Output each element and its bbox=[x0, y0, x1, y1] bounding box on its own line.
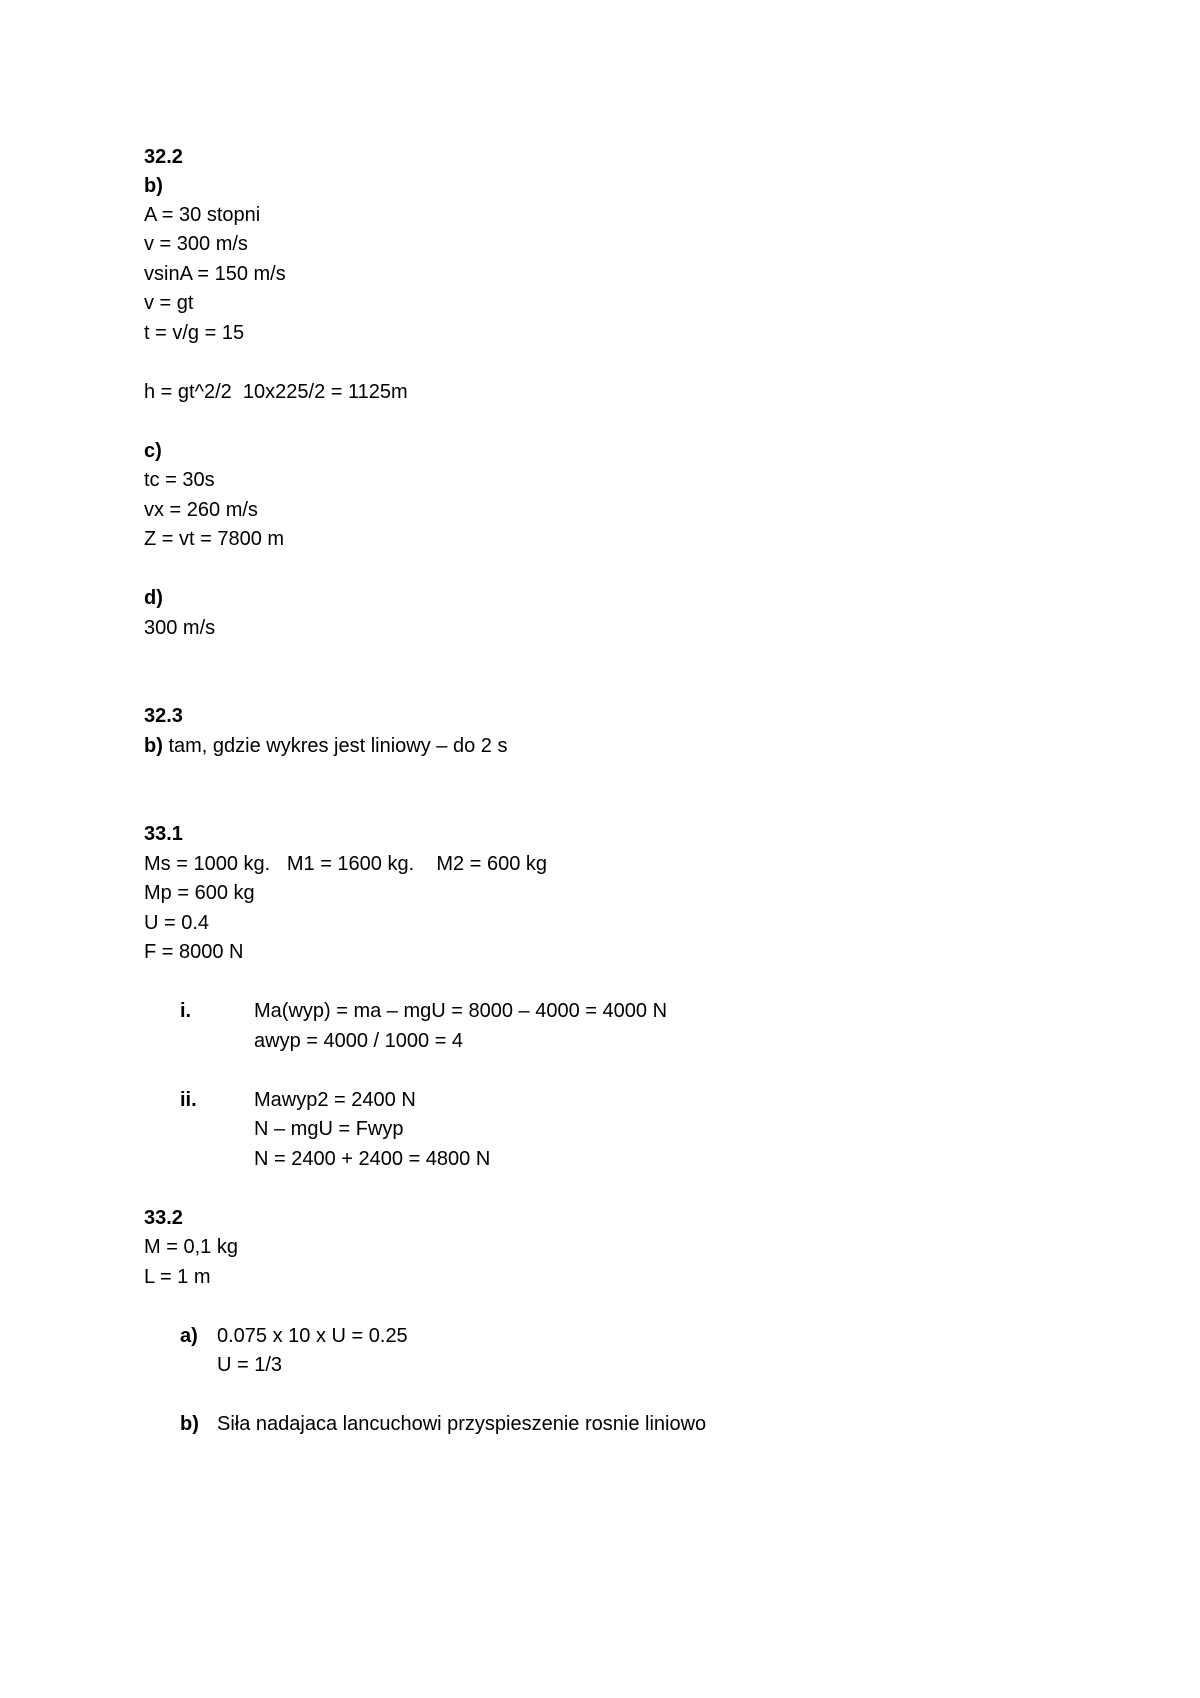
text-line: Siła nadajaca lancuchowi przyspieszenie rosnie liniowo bbox=[217, 1413, 707, 1435]
text-line: Ms = 1000 kg. M1 = 1600 kg. M2 = 600 kg bbox=[144, 853, 548, 875]
text-line: Z = vt = 7800 m bbox=[144, 528, 285, 550]
part-b-label: b) bbox=[144, 175, 163, 197]
text-line: vsinA = 150 m/s bbox=[144, 263, 286, 285]
section-heading-33-2: 33.2 bbox=[144, 1207, 183, 1229]
item-ii-label: ii. bbox=[180, 1089, 197, 1111]
text-line: v = 300 m/s bbox=[144, 233, 248, 255]
section-heading-32-3: 32.3 bbox=[144, 705, 183, 727]
text-line: N – mgU = Fwyp bbox=[254, 1118, 404, 1140]
part-b-label: b) bbox=[180, 1413, 199, 1435]
part-b-text: tam, gdzie wykres jest liniowy – do 2 s bbox=[162, 735, 508, 757]
text-line: M = 0,1 kg bbox=[144, 1236, 238, 1258]
item-i-label: i. bbox=[180, 1000, 192, 1022]
text-line: awyp = 4000 / 1000 = 4 bbox=[254, 1030, 464, 1052]
text-line: Mp = 600 kg bbox=[144, 882, 255, 904]
text-line: A = 30 stopni bbox=[144, 204, 261, 226]
part-b-line bbox=[144, 734, 507, 758]
part-d-label: d) bbox=[144, 587, 163, 609]
text-line: L = 1 m bbox=[144, 1266, 211, 1288]
part-a-label: a) bbox=[180, 1325, 198, 1347]
section-heading-32-2: 32.2 bbox=[144, 146, 183, 168]
text-line: 300 m/s bbox=[144, 617, 216, 639]
section-heading-33-1: 33.1 bbox=[144, 823, 183, 845]
part-b-label: b) bbox=[144, 735, 163, 757]
text-line: Ma(wyp) = ma – mgU = 8000 – 4000 = 4000 N bbox=[254, 1000, 668, 1022]
text-line: F = 8000 N bbox=[144, 941, 244, 963]
text-line: v = gt bbox=[144, 292, 194, 314]
part-c-label: c) bbox=[144, 440, 162, 462]
text-line: 0.075 x 10 x U = 0.25 bbox=[217, 1325, 408, 1347]
text-line: U = 1/3 bbox=[217, 1354, 283, 1376]
text-line: N = 2400 + 2400 = 4800 N bbox=[254, 1148, 491, 1170]
text-line: Mawyp2 = 2400 N bbox=[254, 1089, 416, 1111]
text-line: h = gt^2/2 10x225/2 = 1125m bbox=[144, 381, 408, 403]
text-line: t = v/g = 15 bbox=[144, 322, 245, 344]
text-line: vx = 260 m/s bbox=[144, 499, 258, 521]
text-line: tc = 30s bbox=[144, 469, 215, 491]
text-line: U = 0.4 bbox=[144, 912, 210, 934]
